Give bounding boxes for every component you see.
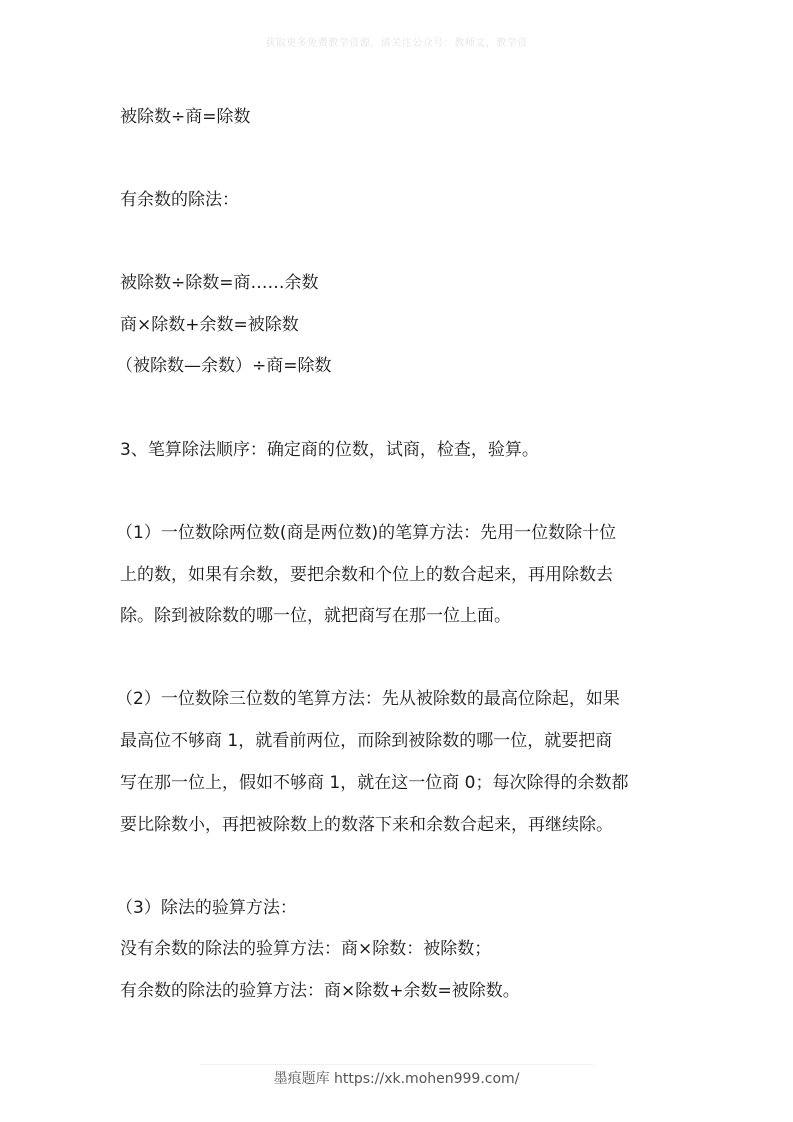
paragraph-line: 上的数，如果有余数，要把余数和个位上的数合起来，再用除数去 (120, 565, 613, 585)
formula-line: （被除数—余数）÷商=除数 (116, 356, 332, 376)
section-heading: 3、笔算除法顺序：确定商的位数，试商，检查，验算。 (120, 440, 539, 460)
footer-divider (200, 1064, 593, 1065)
paragraph-line: 最高位不够商 1，就看前两位，而除到被除数的哪一位，就要把商 (120, 731, 613, 751)
paragraph-line: （1）一位数除两位数(商是两位数)的笔算方法：先用一位数除十位 (116, 523, 617, 543)
section-heading: （3）除法的验算方法： (116, 898, 297, 918)
header-watermark: 获取更多免费教学资源，请关注公众号：教师文，教学资 (265, 38, 528, 49)
paragraph-line: 有余数的除法的验算方法：商×除数+余数=被除数。 (120, 981, 520, 1001)
formula-line: 被除数÷除数=商……余数 (120, 273, 319, 293)
paragraph-line: 除。除到被除数的哪一位，就把商写在那一位上面。 (120, 606, 511, 626)
paragraph-line: 没有余数的除法的验算方法：商×除数：被除数； (120, 939, 492, 959)
section-heading: 有余数的除法： (120, 190, 239, 210)
formula-line: 被除数÷商=除数 (120, 107, 251, 127)
paragraph-line: 写在那一位上，假如不够商 1，就在这一位商 0；每次除得的余数都 (120, 773, 629, 793)
paragraph-line: 要比除数小，再把被除数上的数落下来和余数合起来，再继续除。 (120, 815, 613, 835)
formula-line: 商×除数+余数=被除数 (120, 315, 299, 335)
footer-link[interactable]: 墨痕题库 https://xk.mohen999.com/ (273, 1071, 520, 1087)
paragraph-line: （2）一位数除三位数的笔算方法：先从被除数的最高位除起，如果 (116, 689, 620, 709)
